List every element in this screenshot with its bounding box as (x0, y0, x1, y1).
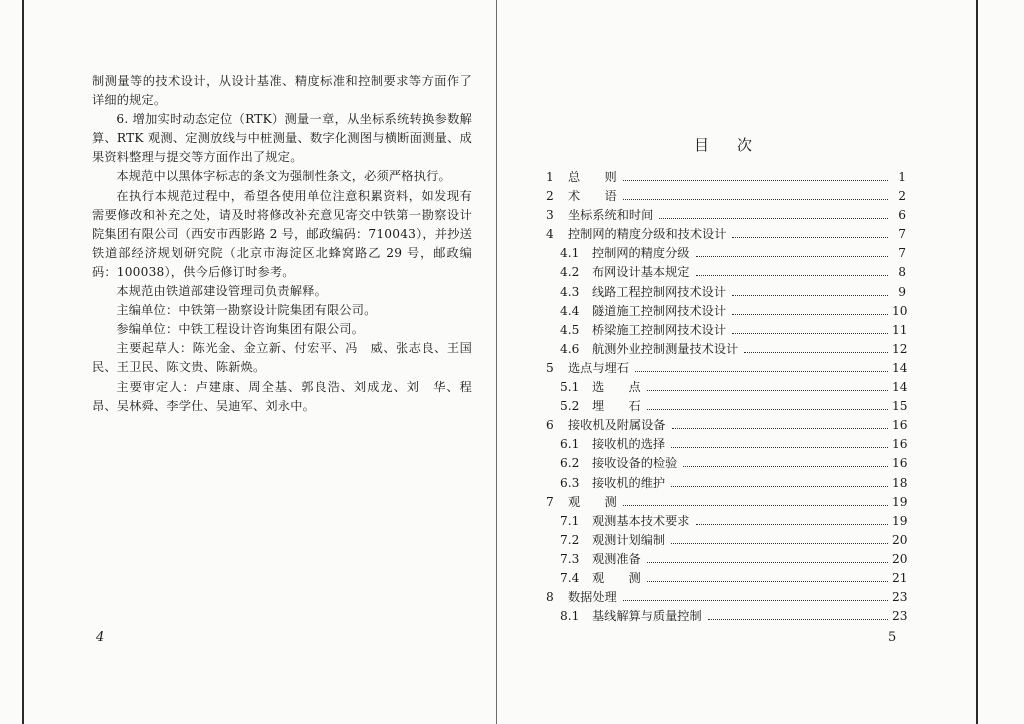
toc-entry (546, 512, 906, 531)
toc-entry (546, 531, 906, 550)
toc-entry (546, 206, 906, 225)
toc-entry-number: 8 (546, 590, 554, 605)
toc-entry (546, 435, 906, 454)
toc-leader-dots (732, 237, 888, 238)
paragraph: 6. 增加实时动态定位（RTK）测量一章，从坐标系统转换参数解算、RTK 观测、定测放线与中桩测量、数字化测图与横断面测量、成果资料整理与提交等方面作出了规定。 (92, 112, 472, 165)
scan-edge-line-right (976, 0, 978, 724)
scan-edge-line-left (22, 0, 24, 724)
toc-entry-title: 桥梁施工控制网技术设计 (592, 322, 727, 337)
toc-entry-page: 19 (892, 513, 908, 528)
toc-entry-number: 6.1 (560, 437, 580, 452)
toc-entry-page: 1 (898, 170, 906, 184)
toc-entry-number: 6 (546, 418, 554, 433)
toc-entry-page: 20 (892, 532, 908, 547)
toc-leader-dots (623, 180, 888, 181)
scan-edge-line-gutter (496, 0, 497, 724)
toc-entry-number: 7.4 (560, 570, 580, 585)
toc-entry-page: 9 (898, 284, 906, 299)
toc-title: 目次 (694, 136, 781, 154)
toc-entry-title: 埋 石 (592, 399, 641, 414)
toc-entry (546, 340, 906, 359)
paragraph: 本规范中以黑体字标志的条文为强制性条文，必须严格执行。 (116, 169, 451, 184)
toc-leader-dots (671, 543, 888, 544)
toc-entry-number: 7.3 (560, 551, 580, 566)
paragraph: 参编单位：中铁工程设计咨询集团有限公司。 (116, 322, 365, 337)
toc-leader-dots (696, 524, 889, 525)
left-page-body (92, 72, 485, 416)
paragraph: 主要起草人：陈光金、金立新、付宏平、冯 威、张志良、王国民、王卫民、陈文贵、陈新焕。 (92, 341, 472, 375)
toc-entry (546, 168, 906, 187)
toc-entry-title: 接收机的选择 (592, 437, 666, 452)
toc-entry-title: 线路工程控制网技术设计 (592, 284, 727, 299)
toc-entry-number: 4.1 (560, 246, 580, 261)
toc-entry-title: 接收机及附属设备 (568, 418, 666, 433)
toc-entry-page: 8 (898, 265, 906, 280)
left-page-number: 4 (96, 630, 105, 645)
toc-entry-page: 14 (892, 360, 908, 375)
toc-entry-title: 坐标系统和时间 (568, 208, 654, 223)
toc-entry-number: 4.4 (560, 303, 580, 318)
toc-entry-page: 18 (892, 475, 908, 490)
toc-entry (546, 263, 906, 282)
toc-entry (546, 454, 906, 473)
toc-entry-number: 2 (546, 189, 554, 204)
toc-entry (546, 569, 906, 588)
toc-entry (546, 397, 906, 416)
toc-entry (546, 359, 906, 378)
toc-leader-dots (647, 409, 888, 410)
paragraph: 主要审定人：卢建康、周全基、郭良浩、刘成龙、刘 华、程 昂、吴林舜、李学仕、吴迪军、刘永中。 (92, 379, 485, 413)
toc-leader-dots (635, 371, 888, 372)
toc-entry-page: 21 (892, 570, 908, 585)
toc-entry-title: 观 测 (568, 494, 617, 509)
toc-entry-title: 术 语 (568, 189, 617, 204)
toc-leader-dots (623, 505, 888, 506)
toc-entry-title: 观测计划编制 (592, 532, 666, 547)
toc-leader-dots (696, 275, 889, 276)
toc-entry-number: 6.3 (560, 475, 580, 490)
toc-entry-page: 20 (892, 551, 908, 566)
toc-leader-dots (732, 333, 888, 334)
toc-entry-number: 5.1 (560, 380, 580, 395)
toc-entry-page: 15 (892, 399, 908, 414)
toc-entry (546, 416, 906, 435)
toc-entry-number: 4 (546, 227, 554, 242)
toc-leader-dots (659, 218, 888, 219)
toc-entry-title: 接收机的维护 (592, 475, 666, 490)
toc-entry (546, 378, 906, 397)
right-page-number: 5 (888, 630, 897, 645)
toc-entry (546, 321, 906, 340)
toc-entry-title: 接收设备的检验 (592, 456, 678, 471)
toc-leader-dots (623, 199, 888, 200)
toc-entry-number: 5.2 (560, 399, 580, 414)
toc-entry (546, 187, 906, 206)
toc-entry-title: 控制网的精度分级和技术设计 (568, 227, 727, 242)
toc-entry-page: 11 (892, 322, 908, 337)
toc-leader-dots (708, 619, 888, 620)
toc-entry-title: 基线解算与质量控制 (592, 609, 702, 624)
toc-entry-number: 7.2 (560, 532, 580, 547)
toc-entry (546, 550, 906, 569)
toc-entry-title: 观 测 (592, 570, 641, 585)
toc-entry-title: 总 则 (568, 170, 617, 184)
toc-entry-number: 8.1 (560, 609, 580, 624)
paragraph: 本规范由铁道部建设管理司负责解释。 (116, 284, 327, 299)
toc-entry-title: 观测准备 (592, 551, 641, 566)
toc-entry-number: 1 (546, 170, 554, 184)
toc-entry (546, 607, 906, 626)
toc-entry-number: 7.1 (560, 513, 580, 528)
toc-entry-title: 观测基本技术要求 (592, 513, 690, 528)
toc-entry-page: 16 (892, 437, 908, 452)
toc-entry-page: 16 (892, 418, 908, 433)
toc-leader-dots (623, 600, 888, 601)
toc-entry-page: 7 (898, 246, 906, 261)
toc-leader-dots (671, 447, 888, 448)
toc-entry (546, 244, 906, 263)
toc-entry-title: 选点与埋石 (568, 360, 629, 375)
toc-entry-number: 4.2 (560, 265, 580, 280)
paragraph: 制测量等的技术设计，从设计基准、精度标准和控制要求等方面作了详细的规定。 (92, 74, 472, 108)
toc-entry (546, 283, 906, 302)
toc-entry (546, 302, 906, 321)
table-of-contents (546, 168, 906, 626)
toc-entry-title: 航测外业控制测量技术设计 (592, 341, 739, 356)
toc-entry-page: 23 (892, 590, 908, 605)
toc-leader-dots (647, 562, 888, 563)
toc-entry-number: 4.6 (560, 341, 580, 356)
toc-leader-dots (744, 352, 888, 353)
toc-entry-page: 16 (892, 456, 908, 471)
toc-entry-page: 10 (892, 303, 908, 318)
paragraph: 主编单位：中铁第一勘察设计院集团有限公司。 (116, 303, 377, 318)
toc-entry-page: 7 (898, 227, 906, 242)
toc-entry-page: 19 (892, 494, 908, 509)
toc-leader-dots (647, 581, 888, 582)
toc-leader-dots (647, 390, 888, 391)
toc-entry-page: 6 (898, 208, 906, 223)
toc-entry-page: 12 (892, 341, 908, 356)
toc-entry-number: 4.3 (560, 284, 580, 299)
toc-leader-dots (696, 256, 889, 257)
toc-leader-dots (732, 295, 888, 296)
toc-entry-title: 控制网的精度分级 (592, 246, 690, 261)
toc-entry-page: 23 (892, 609, 908, 624)
toc-entry-number: 5 (546, 360, 554, 375)
toc-entry-number: 7 (546, 494, 554, 509)
toc-entry-page: 14 (892, 380, 908, 395)
toc-entry (546, 588, 906, 607)
toc-leader-dots (732, 314, 888, 315)
toc-entry (546, 474, 906, 493)
toc-entry-title: 选 点 (592, 380, 641, 395)
toc-entry-page: 2 (898, 189, 906, 204)
toc-leader-dots (672, 428, 889, 429)
toc-leader-dots (683, 466, 888, 467)
toc-entry-number: 4.5 (560, 322, 580, 337)
toc-entry (546, 225, 906, 244)
paragraph: 在执行本规范过程中，希望各使用单位注意积累资料，如发现有需要修改和补充之处，请及时将修改补充意见寄交中铁第一勘察设计院集团有限公司（西安市西影路 2 号，邮政编码：710043），并抄送铁道部经济规划研究院（北京市海淀区北蜂窝路乙 29 号，邮政编码：100038），供今后修订时参考。 (92, 188, 472, 279)
toc-entry-number: 3 (546, 208, 554, 223)
toc-entry-title: 数据处理 (568, 590, 617, 605)
toc-entry (546, 493, 906, 512)
toc-entry-number: 6.2 (560, 456, 580, 471)
toc-entry-title: 布网设计基本规定 (592, 265, 690, 280)
toc-entry-title: 隧道施工控制网技术设计 (592, 303, 727, 318)
toc-leader-dots (671, 486, 888, 487)
